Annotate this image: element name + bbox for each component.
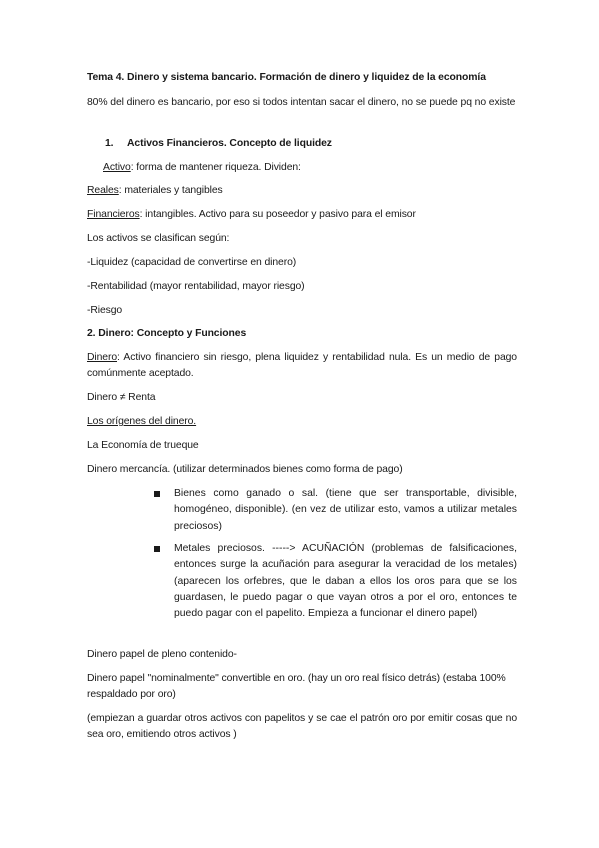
activo-term: Activo <box>103 162 131 173</box>
bullet-text: Bienes como ganado o sal. (tiene que ser transportable, divisible, homogéneo, disponible). (en vez de utilizar esto, vamos a utilizar metales preciosos) <box>174 488 517 532</box>
reales-term: Reales <box>87 185 119 196</box>
mercancia-line: Dinero mercancía. (utilizar determinados bienes como forma de pago) <box>87 464 403 475</box>
origenes-heading: Los orígenes del dinero. <box>87 416 197 427</box>
section-1-number: 1. <box>105 138 114 149</box>
papel-nominal-paragraph: Dinero papel "nominalmente" convertible en oro. (hay un oro real físico detrás) (estaba 100% respaldado por oro) <box>87 673 506 700</box>
bullet-text: Metales preciosos. -----> ACUÑACIÓN (problemas de falsificaciones, entonces surge la acuñación para asegurar la veracidad de los metales) (aparecen los orfebres, que le daban a ellos los oros para que se los guardasen, le puedo pagar o que vayan otros a por el oro, entonces te puedo pagar con el papelito. Empieza a funcionar el dinero papel) <box>174 543 517 620</box>
bullet-item <box>174 541 517 622</box>
reales-rest: : materiales y tangibles <box>118 185 223 196</box>
section-1-heading <box>105 136 535 152</box>
dinero-term: Dinero <box>87 352 118 363</box>
bullet-square-icon <box>154 546 160 552</box>
criteria-item: -Liquidez (capacidad de convertirse en dinero) <box>87 257 297 268</box>
criteria-item: -Rentabilidad (mayor rentabilidad, mayor riesgo) <box>87 281 305 292</box>
document-title: Tema 4. Dinero y sistema bancario. Formación de dinero y liquidez de la economía <box>87 72 486 83</box>
activo-rest: : forma de mantener riqueza. Dividen: <box>130 162 301 173</box>
reales-definition <box>87 183 517 199</box>
closing-paragraph: (empiezan a guardar otros activos con papelitos y se cae el patrón oro por emitir cosas que no sea oro, emitiendo otros activos ) <box>87 713 517 740</box>
activo-definition <box>103 160 533 176</box>
papel-pleno-line: Dinero papel de pleno contenido- <box>87 649 237 660</box>
bullet-item <box>174 486 517 535</box>
trueque-line: La Economía de trueque <box>87 440 199 451</box>
section-2-heading: 2. Dinero: Concepto y Funciones <box>87 328 247 339</box>
dinero-definition <box>87 350 517 382</box>
dinero-renta-line: Dinero ≠ Renta <box>87 392 156 403</box>
clasifican-line: Los activos se clasifican según: <box>87 233 230 244</box>
financieros-definition <box>87 207 517 223</box>
criteria-item: -Riesgo <box>87 305 123 316</box>
section-1-title: Activos Financieros. Concepto de liquidez <box>127 138 332 149</box>
financieros-rest: : intangibles. Activo para su poseedor y pasivo para el emisor <box>139 209 416 220</box>
dinero-rest: : Activo financiero sin riesgo, plena liquidez y rentabilidad nula. Es un medio de pago comúnmente aceptado. <box>87 352 517 379</box>
financieros-term: Financieros <box>87 209 140 220</box>
bullet-square-icon <box>154 491 160 497</box>
intro-paragraph: 80% del dinero es bancario, por eso si todos intentan sacar el dinero, no se puede pq no existe <box>87 97 516 108</box>
